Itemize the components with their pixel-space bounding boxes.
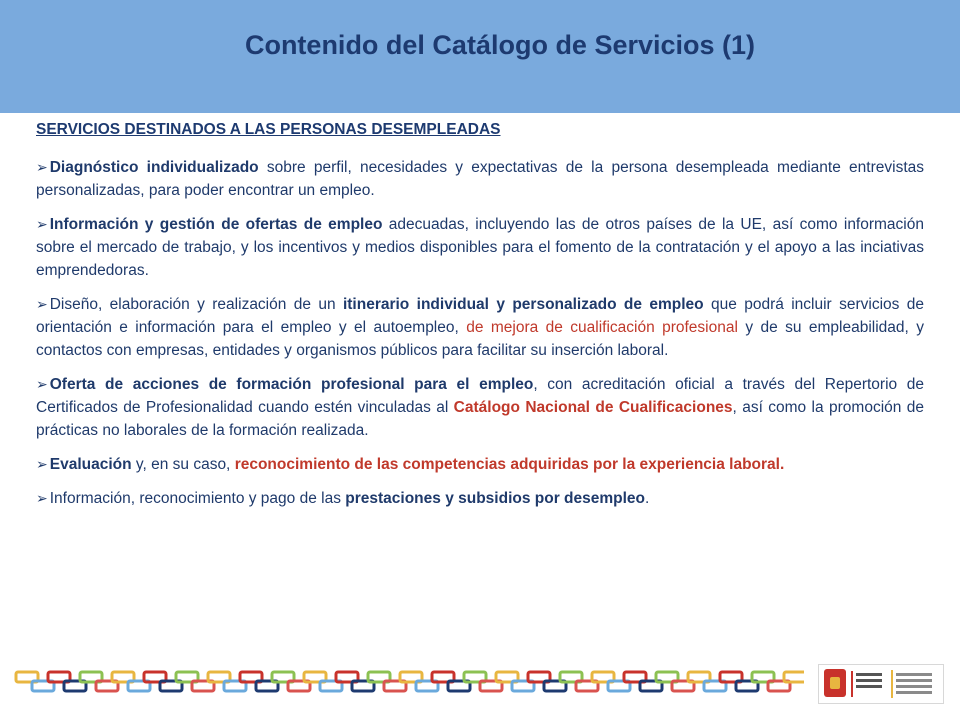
arrow-bullet-icon: ➢ [36,296,48,312]
list-item [36,453,924,476]
logo-divider [851,671,853,697]
coat-of-arms-icon [824,669,846,697]
logo-divider [891,670,893,698]
item-bold-text: Evaluación [49,456,132,473]
logo-text-block [896,673,936,697]
item-bold-text: itinerario individual y personalizado de empleo [342,296,704,313]
arrow-bullet-icon: ➢ [36,159,48,175]
logo-text-block [856,673,886,693]
list-item [36,293,924,362]
ministry-logo-icon [818,664,944,704]
list-item [36,156,924,202]
item-text: y de su empleabilidad, y contactos con empresas, entidades y organismos públicos para facilitar su inserción laboral. [36,319,924,359]
item-text: , así como la promoción de prácticas no laborales de la formación realizada. [36,399,924,439]
chain-link [784,672,804,682]
item-text: sobre perfil, necesidades y expectativas de la persona desempleada mediante entrevistas personalizadas, para poder encontrar un empleo. [36,159,924,199]
item-bold-text: Diagnóstico individualizado [49,159,259,176]
header-banner [0,0,960,113]
item-text: y, en su caso, [131,456,235,473]
arrow-bullet-icon: ➢ [36,490,48,506]
list-item [36,487,924,510]
item-text: que podrá incluir servicios de orientación e información para el empleo y el autoempleo, [36,296,924,336]
arrow-bullet-icon: ➢ [36,456,48,472]
item-text: Información, reconocimiento y pago de las [49,490,346,507]
section-heading: SERVICIOS DESTINADOS A LAS PERSONAS DESEMPLEADAS [36,121,501,138]
item-text: adecuadas, incluyendo las de otros países de la UE, así como información sobre el mercado de trabajo, y los incentivos y medios disponibles para el fomento de la contratación y el apoyo a las inciativas emprendedoras. [36,216,924,279]
item-text: , con acreditación oficial a través del Repertorio de Certificados de Profesionalidad cuando estén vinculadas al [36,376,924,416]
item-text: . [645,490,650,507]
item-highlight-text: Catálogo Nacional de Cualificaciones [453,399,733,416]
item-highlight-text: reconocimiento de las competencias adquiridas por la experiencia laboral. [234,456,785,473]
item-bold-text: Información y gestión de ofertas de empleo [49,216,383,233]
chain-decoration-icon [14,668,804,698]
services-list [36,156,924,521]
list-item [36,373,924,442]
list-item [36,213,924,282]
arrow-bullet-icon: ➢ [36,216,48,232]
item-bold-text: Oferta de acciones de formación profesional para el empleo [49,376,534,393]
arrow-bullet-icon: ➢ [36,376,48,392]
page-title: Contenido del Catálogo de Servicios (1) [244,30,756,60]
item-highlight-text: de mejora de cualificación profesional [466,319,738,336]
item-bold-text: prestaciones y subsidios por desempleo [345,490,646,507]
item-text: Diseño, elaboración y realización de un [49,296,343,313]
